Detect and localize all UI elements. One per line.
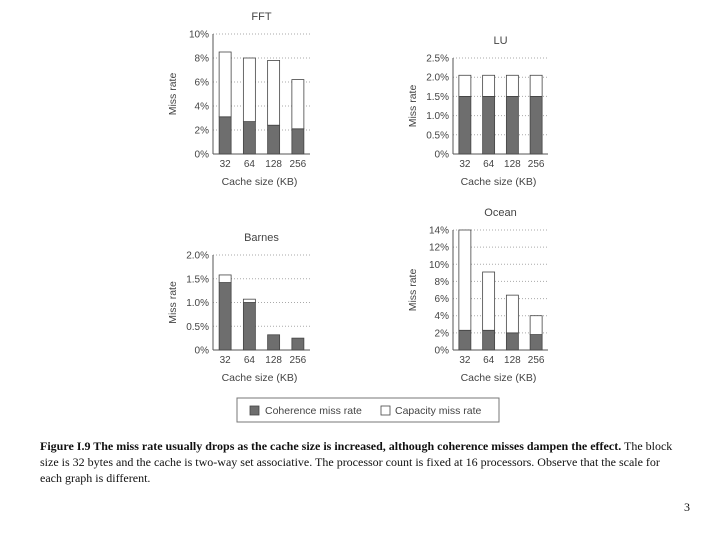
bar-coherence-64 bbox=[483, 96, 495, 154]
bar-capacity-32 bbox=[459, 75, 471, 96]
chart-title: LU bbox=[493, 35, 508, 47]
figure-caption bbox=[40, 438, 680, 486]
y-tick-label: 4% bbox=[194, 101, 209, 113]
bar-capacity-128 bbox=[506, 75, 518, 96]
bar-coherence-64 bbox=[243, 122, 255, 154]
y-tick-label: 0% bbox=[194, 345, 209, 357]
x-tick-label: 128 bbox=[504, 355, 521, 366]
bar-capacity-64 bbox=[243, 299, 255, 302]
y-tick-label: 0.5% bbox=[186, 321, 209, 333]
bar-capacity-256 bbox=[530, 316, 542, 335]
y-tick-label: 10% bbox=[188, 29, 209, 41]
y-tick-label: 0% bbox=[194, 149, 209, 161]
y-tick-label: 1.0% bbox=[426, 111, 449, 123]
y-tick-label: 12% bbox=[428, 242, 449, 254]
bar-coherence-32 bbox=[219, 283, 231, 350]
y-tick-label: 2.5% bbox=[426, 53, 449, 65]
y-tick-label: 10% bbox=[428, 259, 449, 271]
y-tick-label: 14% bbox=[428, 225, 449, 237]
bar-capacity-64 bbox=[243, 58, 255, 122]
y-tick-label: 2.0% bbox=[426, 72, 449, 84]
bar-capacity-256 bbox=[530, 75, 542, 96]
x-tick-label: 256 bbox=[289, 355, 307, 366]
y-tick-label: 0% bbox=[434, 345, 449, 357]
y-tick-label: 0.5% bbox=[426, 130, 449, 142]
chart-title: Ocean bbox=[484, 207, 517, 219]
y-tick-label: 2.0% bbox=[186, 250, 209, 262]
y-axis-label: Miss rate bbox=[407, 84, 419, 128]
chart-ocean bbox=[407, 207, 548, 384]
bar-coherence-32 bbox=[459, 96, 471, 154]
x-tick-label: 64 bbox=[243, 159, 255, 170]
bar-coherence-128 bbox=[506, 333, 518, 350]
y-tick-label: 0% bbox=[434, 149, 449, 161]
y-tick-label: 4% bbox=[434, 311, 449, 323]
y-tick-label: 1.0% bbox=[186, 298, 209, 309]
bar-coherence-256 bbox=[530, 96, 542, 154]
x-tick-label: 128 bbox=[265, 159, 282, 170]
x-tick-label: 128 bbox=[504, 159, 521, 170]
bar-capacity-64 bbox=[483, 272, 495, 330]
bar-coherence-32 bbox=[219, 117, 231, 154]
y-axis-label: Miss rate bbox=[167, 281, 179, 324]
x-tick-label: 128 bbox=[265, 355, 282, 366]
caption-bold: Figure I.9 The miss rate usually drops as the cache size is increased, although coherence misses dampen the effect. bbox=[40, 439, 622, 453]
chart-legend bbox=[237, 398, 499, 422]
chart-title: Barnes bbox=[244, 232, 279, 244]
y-tick-label: 6% bbox=[194, 77, 209, 89]
bar-capacity-32 bbox=[219, 275, 231, 283]
y-tick-label: 8% bbox=[194, 53, 209, 65]
bar-coherence-128 bbox=[268, 335, 280, 350]
bar-coherence-256 bbox=[292, 338, 304, 350]
page-number: 3 bbox=[684, 500, 690, 514]
bar-capacity-32 bbox=[219, 52, 231, 117]
y-tick-label: 2% bbox=[434, 328, 449, 340]
chart-barnes bbox=[167, 232, 310, 384]
legend-label-coherence: Coherence miss rate bbox=[265, 405, 362, 417]
bar-capacity-128 bbox=[506, 295, 518, 333]
y-tick-label: 1.5% bbox=[186, 274, 209, 286]
x-tick-label: 64 bbox=[483, 355, 495, 366]
bar-coherence-256 bbox=[530, 335, 542, 350]
bar-coherence-32 bbox=[459, 330, 471, 350]
x-tick-label: 32 bbox=[459, 159, 471, 170]
bar-coherence-64 bbox=[483, 330, 495, 350]
bar-coherence-256 bbox=[292, 129, 304, 154]
y-tick-label: 8% bbox=[434, 276, 449, 288]
legend-label-capacity: Capacity miss rate bbox=[395, 405, 482, 417]
bar-capacity-256 bbox=[292, 80, 304, 129]
x-axis-label: Cache size (KB) bbox=[221, 372, 298, 384]
legend-swatch-coherence bbox=[250, 406, 259, 415]
bar-capacity-32 bbox=[459, 230, 471, 330]
chart-fft bbox=[167, 11, 310, 188]
chart-lu bbox=[407, 35, 548, 188]
bar-coherence-128 bbox=[268, 125, 280, 154]
x-tick-label: 32 bbox=[219, 355, 231, 366]
x-tick-label: 32 bbox=[459, 355, 471, 366]
y-axis-label: Miss rate bbox=[407, 268, 419, 312]
y-axis-label: Miss rate bbox=[167, 72, 179, 116]
x-tick-label: 256 bbox=[527, 159, 545, 170]
chart-title: FFT bbox=[251, 11, 272, 23]
x-tick-label: 256 bbox=[289, 159, 307, 170]
bar-coherence-128 bbox=[506, 96, 518, 154]
y-tick-label: 6% bbox=[434, 294, 449, 306]
bar-coherence-64 bbox=[243, 303, 255, 351]
x-tick-label: 32 bbox=[219, 159, 231, 170]
x-axis-label: Cache size (KB) bbox=[221, 176, 298, 188]
legend-swatch-capacity bbox=[381, 406, 390, 415]
caption-text: The block size is 32 bytes and the cache is two-way set associative. The processor count is fixed at 16 processors. Observe that the scale for each graph is different. bbox=[40, 439, 673, 485]
bar-capacity-128 bbox=[268, 60, 280, 125]
x-tick-label: 256 bbox=[527, 355, 545, 366]
y-tick-label: 1.5% bbox=[426, 91, 449, 103]
y-tick-label: 2% bbox=[194, 125, 209, 137]
x-axis-label: Cache size (KB) bbox=[460, 176, 537, 188]
x-axis-label: Cache size (KB) bbox=[460, 372, 537, 384]
bar-capacity-64 bbox=[483, 75, 495, 96]
x-tick-label: 64 bbox=[243, 355, 255, 366]
x-tick-label: 64 bbox=[483, 159, 495, 170]
